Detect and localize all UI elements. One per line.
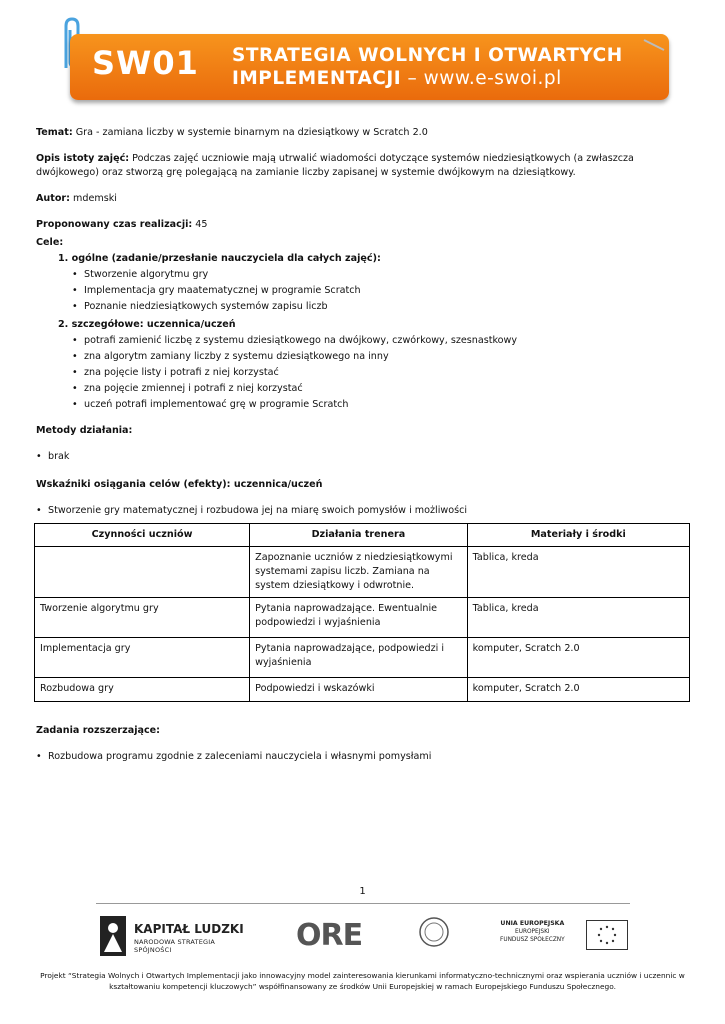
list-item: • potrafi zamienić liczbę z systemu dziesiątkowego na dwójkowy, czwórkowy, szesnastkowy: [72, 334, 692, 348]
page-number: 1: [359, 886, 366, 897]
table-cell: Tablica, kreda: [467, 598, 689, 638]
sw01-logo: SW01: [92, 44, 199, 82]
topic: Temat: Gra - zamiana liczby w systemie binarnym na dziesiątkowy w Scratch 2.0: [36, 127, 428, 138]
banner-title-line2: IMPLEMENTACJI – www.e-swoi.pl: [232, 68, 562, 89]
table-row: [35, 547, 690, 598]
footer-logos: [96, 910, 630, 962]
pin-icon: [642, 38, 666, 52]
table-header-cell: Czynności uczniów: [35, 524, 250, 547]
activities-table: [34, 523, 690, 702]
extension-heading: Zadania rozszerzające:: [36, 725, 160, 736]
header-banner: [56, 16, 676, 104]
table-cell: Pytania naprowadzające, podpowiedzi i wyjaśnienia: [250, 638, 468, 678]
list-item: • Implementacja gry maatematycznej w programie Scratch: [72, 284, 692, 298]
methods-heading: Metody działania:: [36, 425, 133, 436]
table-row: [35, 638, 690, 678]
table-cell: Podpowiedzi i wskazówki: [250, 678, 468, 702]
goals-general-title: 1. ogólne (zadanie/przesłanie nauczyciela dla całych zajęć):: [58, 253, 381, 264]
goals-heading: Cele:: [36, 237, 64, 248]
fwioo-logo: [418, 916, 450, 948]
banner-title: [232, 44, 623, 90]
eu-flag-icon: [586, 920, 628, 950]
table-cell: komputer, Scratch 2.0: [467, 638, 689, 678]
duration: Proponowany czas realizacji: 45: [36, 219, 208, 230]
extension-item: • Rozbudowa programu zgodnie z zaleceniami nauczyciela i własnymi pomysłami: [36, 750, 692, 764]
extension-section: [36, 724, 692, 778]
table-header-cell: Działania trenera: [250, 524, 468, 547]
table-row: [35, 678, 690, 702]
table-cell: Pytania naprowadzające. Ewentualnie podpowiedzi i wyjaśnienia: [250, 598, 468, 638]
goals-specific-title: 2. szczegółowe: uczennica/uczeń: [58, 319, 236, 330]
indicators-item: • Stworzenie gry matematycznej i rozbudowa jej na miarę swoich pomysłów i możliwości: [36, 504, 692, 518]
indicators-heading: Wskaźniki osiągania celów (efekty): uczennica/uczeń: [36, 479, 323, 490]
list-item: • uczeń potrafi implementować grę w programie Scratch: [72, 398, 692, 412]
table-cell: [35, 547, 250, 598]
list-item: • Stworzenie algorytmu gry: [72, 268, 692, 282]
table-header-row: [35, 524, 690, 547]
kapital-ludzki-logo: KAPITAŁ LUDZKI NARODOWA STRATEGIA SPÓJNOŚCI: [96, 912, 246, 960]
description: Opis istoty zajęć: Podczas zajęć uczniowie mają utrwalić wiadomości dotyczące systemów niedziesiątkowych (a zwłaszcza dwójkowego) oraz stworzą grę polegającą na zamianie liczby zapisanej w systemie dwójkowym na dziesiątkowy.: [36, 153, 634, 178]
table-cell: Implementacja gry: [35, 638, 250, 678]
kapital-ludzki-icon: [96, 912, 130, 960]
author: Autor: mdemski: [36, 193, 117, 204]
footer-divider: [96, 903, 630, 904]
site-link[interactable]: – www.e-swoi.pl: [401, 68, 562, 89]
table-row: [35, 598, 690, 638]
ore-logo: ORE: [296, 918, 363, 953]
goals-general-list: [72, 268, 692, 314]
fwioo-seal-icon: [418, 916, 450, 948]
eu-efs-logo: UNIA EUROPEJSKA EUROPEJSKI FUNDUSZ SPOŁECZNY: [500, 920, 565, 943]
banner-title-line1: STRATEGIA WOLNYCH I OTWARTYCH: [232, 45, 623, 66]
table-cell: Tworzenie algorytmu gry: [35, 598, 250, 638]
goals-specific-list: [72, 334, 692, 412]
table-cell: komputer, Scratch 2.0: [467, 678, 689, 702]
table-cell: Tablica, kreda: [467, 547, 689, 598]
methods-item: • brak: [36, 450, 692, 464]
list-item: • Poznanie niedziesiątkowych systemów zapisu liczb: [72, 300, 692, 314]
project-footer-text: Projekt “Strategia Wolnych i Otwartych Implementacji jako innowacyjny model zainteresowania kierunkami informatyczno-technicznymi oraz wspierania uczniów i uczennic w kształtowaniu kompetencji kluczowych” współfinansowany ze środków Unii Europejskiej w ramach Europejskiego Funduszu Społecznego.: [40, 971, 685, 991]
table-header-cell: Materiały i środki: [467, 524, 689, 547]
document-body: [36, 126, 692, 532]
list-item: • zna algorytm zamiany liczby z systemu dziesiątkowego na inny: [72, 350, 692, 364]
table-cell: Rozbudowa gry: [35, 678, 250, 702]
list-item: • zna pojęcie listy i potrafi z niej korzystać: [72, 366, 692, 380]
table-cell: Zapoznanie uczniów z niedziesiątkowymi systemami zapisu liczb. Zamiana na system dziesiątkowy i odwrotnie.: [250, 547, 468, 598]
list-item: • zna pojęcie zmiennej i potrafi z niej korzystać: [72, 382, 692, 396]
